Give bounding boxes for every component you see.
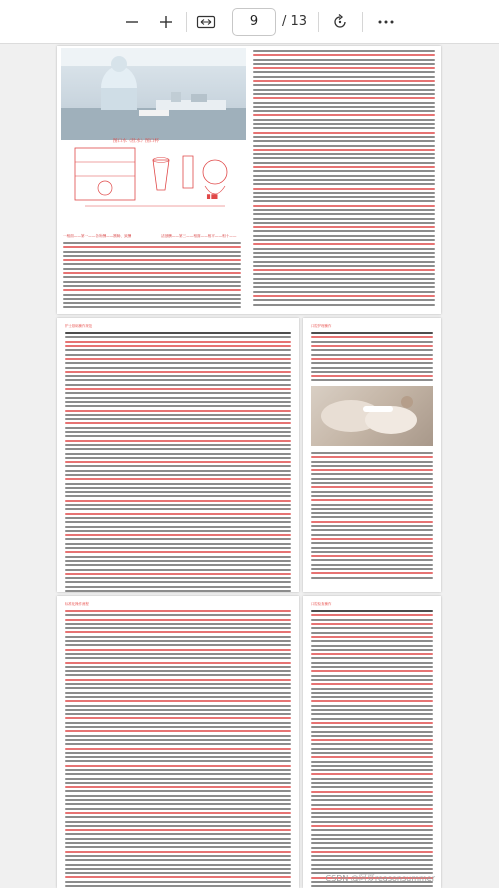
page-header: 标准化操作流程 [65,602,89,606]
document-viewer[interactable] [0,44,499,888]
text-block [311,332,433,384]
procedure-photo [311,386,433,446]
text-block [65,332,291,592]
toolbar-divider [362,12,363,32]
pdf-page-spread-1 [57,46,441,314]
svg-text:█ ██: █ ██ [207,194,218,199]
page-number-input[interactable]: 9 [232,8,276,36]
watermark-text: CSDN @阿夏reasonsummer [325,874,435,883]
text-block [63,242,241,311]
zoom-out-button[interactable] [118,8,146,36]
text-block [65,610,291,888]
more-options-button[interactable] [372,8,400,36]
text-block [253,50,435,308]
fit-width-icon [196,14,216,30]
page-header: 口腔护理操作 [311,324,332,328]
rotate-button[interactable] [326,8,354,36]
rotate-icon [331,13,349,31]
section-header-right: 活颈酬——第三——相面——相平——相十—— [161,234,237,238]
photo-figure [61,48,246,140]
toolbar-divider [318,12,319,32]
zoom-in-button[interactable] [152,8,180,36]
pdf-page-5 [303,596,441,888]
pdf-page-3 [303,318,441,592]
pdf-toolbar [0,0,499,44]
photo-illustration [61,48,246,140]
procedure-illustration [311,386,433,446]
toolbar-divider [186,12,187,32]
more-icon [377,19,395,25]
text-block [311,452,433,581]
text-block [311,610,433,888]
minus-icon [124,14,140,30]
fit-width-button[interactable] [192,8,220,36]
pdf-page-2 [57,318,299,592]
plus-icon [158,14,174,30]
page-header: 护士基础操作规范 [65,324,93,328]
figure-caption: 图口水（肚水）图口杯 [113,139,159,144]
page-header: 口腔检查操作 [311,602,332,606]
page-total-label: / 13 [282,14,308,29]
pdf-page-4 [57,596,299,888]
section-header-left: 一相面——第一——各所酬——额畅、致酬 [63,234,132,238]
